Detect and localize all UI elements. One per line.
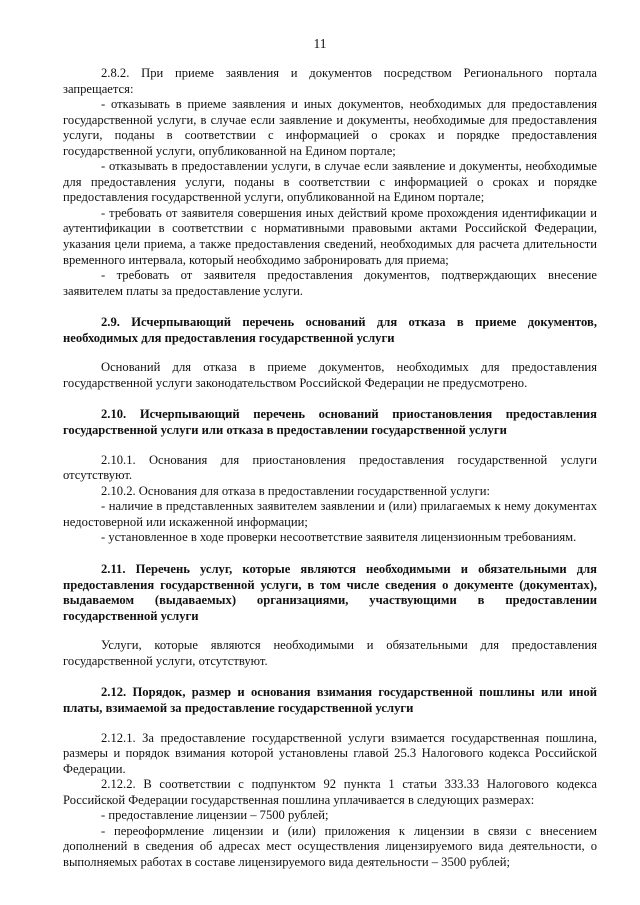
list-item: - отказывать в предоставлении услуги, в случае если заявление и документы, необходимые для предоставления услуги, поданы в соответствии с информацией о сроках и порядке предоставления государственной услуги, опубликованной на Едином портале; (63, 159, 597, 205)
list-item: - переоформление лицензии и (или) приложения к лицензии в связи с внесением дополнений в сведения об адресах мест осуществления лицензируемого вида деятельности, о выполняемых работах в составе лицензируемого вида деятельности – 3500 рублей; (63, 823, 597, 869)
page-number: 11 (313, 36, 327, 51)
list-item: - требовать от заявителя предоставления документов, подтверждающих внесение заявителем платы за предоставление услуги. (63, 268, 597, 298)
section-heading-2-12: 2.12. Порядок, размер и основания взимания государственной пошлины или иной платы, взимаемой за предоставление государственной услуги (63, 685, 597, 716)
paragraph-2-12-2: 2.12.2. В соответствии с подпунктом 92 пункта 1 статьи 333.33 Налогового кодекса Российской Федерации государственная пошлина уплачивается в следующих размерах: (63, 777, 597, 807)
paragraph-2-10-2: 2.10.2. Основания для отказа в предоставлении государственной услуги: (101, 483, 490, 498)
section-heading-2-11: 2.11. Перечень услуг, которые являются необходимыми и обязательными для предоставления государственной услуги, в том числе сведения о документе (документах), выдаваемом (выдаваемых) организациями, участвующими в предоставлении государственной услуги (63, 561, 597, 623)
paragraph-2-11: Услуги, которые являются необходимыми и обязательными для предоставления государственной услуги, отсутствуют. (63, 638, 597, 668)
list-item: - предоставление лицензии – 7500 рублей; (101, 808, 329, 823)
paragraph-2-8-2: 2.8.2. При приеме заявления и документов посредством Регионального портала запрещается: (63, 66, 597, 96)
document-body (63, 66, 597, 871)
section-heading-2-9: 2.9. Исчерпывающий перечень оснований для отказа в приеме документов, необходимых для предоставления государственной услуги (63, 315, 597, 345)
paragraph-2-10-1: 2.10.1. Основания для приостановления предоставления государственной услуги отсутствуют. (63, 452, 597, 483)
paragraph-2-12-1: 2.12.1. За предоставление государственной услуги взимается государственная пошлина, размеры и порядок взимания которой установлены главой 25.3 Налогового кодекса Российской Федерации. (63, 730, 597, 776)
list-item: - наличие в представленных заявителем заявлении и (или) прилагаемых к нему документах недостоверной или искаженной информации; (63, 499, 597, 529)
list-item: - требовать от заявителя совершения иных действий кроме прохождения идентификации и аутентификации в соответствии с нормативными правовыми актами Российской Федерации, указания цели приема, а также предоставления сведений, необходимых для расчета длительности временного интервала, который необходимо забронировать для приема; (63, 205, 597, 267)
section-heading-2-10: 2.10. Исчерпывающий перечень оснований приостановления предоставления государственной услуги или отказа в предоставлении государственной услуги (63, 407, 597, 438)
list-item: - отказывать в приеме заявления и иных документов, необходимых для предоставления государственной услуги, в случае если заявление и документы, необходимые для предоставления услуги, поданы в соответствии с информацией о сроках и порядке предоставления государственной услуги, опубликованной на Едином портале; (63, 97, 597, 158)
list-item: - установленное в ходе проверки несоответствие заявителя лицензионным требованиям. (101, 530, 577, 545)
paragraph-2-9: Оснований для отказа в приеме документов, необходимых для предоставления государственной услуги законодательством Российской Федерации не предусмотрено. (63, 360, 597, 390)
